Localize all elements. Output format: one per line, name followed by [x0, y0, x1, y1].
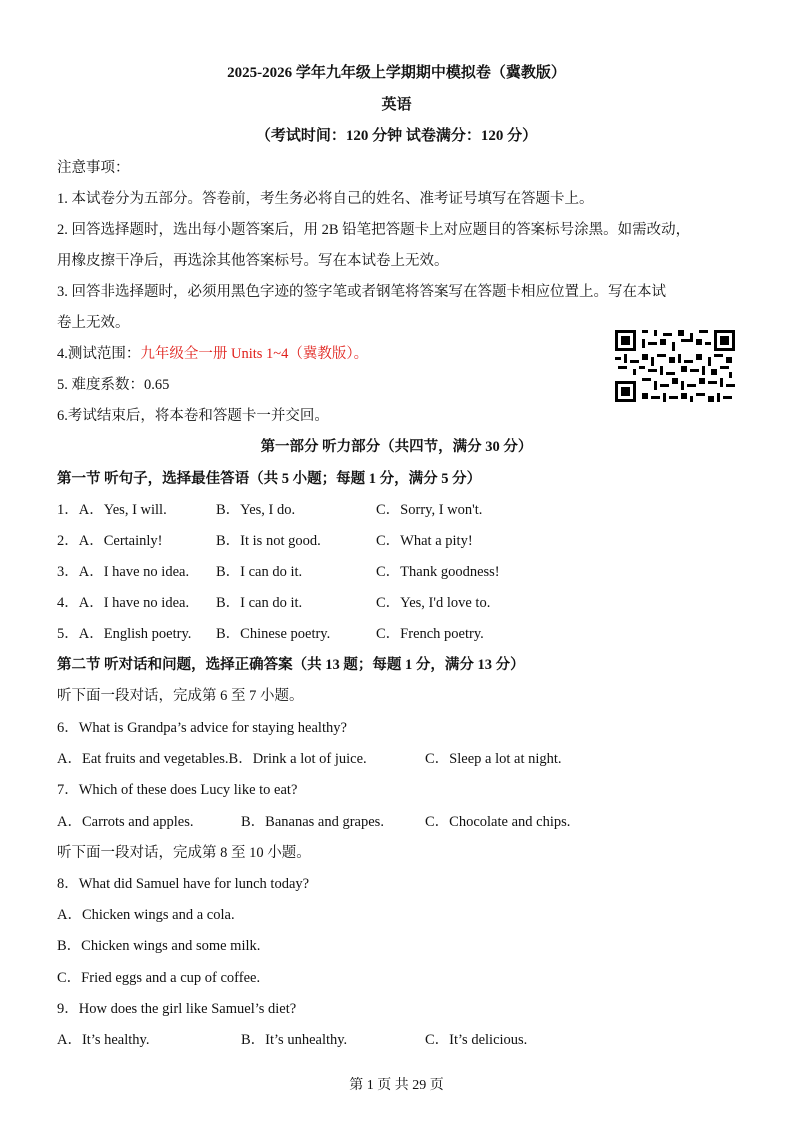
- q3-option-c: C．Thank goodness!: [376, 564, 500, 580]
- note-2a: 2. 回答选择题时，选出每小题答案后，用 2B 铅笔把答题卡上对应题目的答案标号涂黑。如需改动，: [57, 222, 691, 238]
- note-2b: 用橡皮擦干净后，再选涂其他答案标号。写在本试卷上无效。: [57, 253, 449, 269]
- q8-option-a: A．Chicken wings and a cola.: [57, 907, 235, 923]
- q2-option-a: 2．A．Certainly!: [57, 533, 163, 549]
- part1-title: 第一部分 听力部分（共四节，满分 30 分）: [260, 439, 533, 455]
- note-1: 1. 本试卷分为五部分。答卷前，考生务必将自己的姓名、准考证号填写在答题卡上。: [57, 191, 594, 207]
- page-number: 第 1 页 共 29 页: [349, 1078, 444, 1093]
- q3-option-a: 3．A．I have no idea.: [57, 564, 190, 580]
- q7-option-c: C．Chocolate and chips.: [425, 814, 571, 830]
- note-6: 6.考试结束后，将本卷和答题卡一并交回。: [57, 408, 329, 424]
- q5-option-a: 5．A．English poetry.: [57, 626, 192, 642]
- qr-code-icon: [614, 330, 736, 402]
- dialog-intro-2: 听下面一段对话，完成第 8 至 10 小题。: [57, 845, 311, 861]
- time-info: （考试时间：120 分钟 试卷满分：120 分）: [255, 128, 538, 144]
- q9-option-a: A．It’s healthy.: [57, 1032, 150, 1048]
- q8-option-b: B．Chicken wings and some milk.: [57, 938, 261, 954]
- q7-question: 7．Which of these does Lucy like to eat?: [57, 782, 298, 798]
- q4-option-b: B．I can do it.: [216, 595, 303, 611]
- q5-option-b: B．Chinese poetry.: [216, 626, 331, 642]
- q4-option-a: 4．A．I have no idea.: [57, 595, 190, 611]
- note-3a: 3. 回答非选择题时，必须用黑色字迹的签字笔或者钢笔将答案写在答题卡相应位置上。写在本试: [57, 284, 666, 300]
- note-5: 5. 难度系数：0.65: [57, 377, 170, 393]
- note-4-scope: 九年级全一册 Units 1~4（冀教版）。: [140, 346, 369, 362]
- note-4-prefix: 4.测试范围：: [57, 346, 141, 362]
- exam-title: 2025-2026 学年九年级上学期期中模拟卷（冀教版）: [227, 65, 566, 81]
- q4-option-c: C．Yes, I'd love to.: [376, 595, 491, 611]
- q3-option-b: B．I can do it.: [216, 564, 303, 580]
- q5-option-c: C．French poetry.: [376, 626, 484, 642]
- q6-question: 6．What is Grandpa’s advice for staying healthy?: [57, 720, 347, 736]
- q7-option-b: B．Bananas and grapes.: [241, 814, 384, 830]
- q2-option-c: C．What a pity!: [376, 533, 473, 549]
- q8-option-c: C．Fried eggs and a cup of coffee.: [57, 970, 261, 986]
- q6-option-c: C．Sleep a lot at night.: [425, 751, 562, 767]
- q9-question: 9．How does the girl like Samuel’s diet?: [57, 1001, 297, 1017]
- q2-option-b: B．It is not good.: [216, 533, 321, 549]
- q9-option-b: B．It’s unhealthy.: [241, 1032, 348, 1048]
- q1-option-b: B．Yes, I do.: [216, 502, 296, 518]
- q6-options-ab: A．Eat fruits and vegetables.B．Drink a lot of juice.: [57, 751, 367, 767]
- q7-option-a: A．Carrots and apples.: [57, 814, 194, 830]
- section1-title: 第一节 听句子，选择最佳答语（共 5 小题；每题 1 分，满分 5 分）: [57, 471, 482, 487]
- note-3b: 卷上无效。: [57, 315, 130, 331]
- notes-heading: 注意事项：: [57, 160, 130, 176]
- section2-title: 第二节 听对话和问题，选择正确答案（共 13 题；每题 1 分，满分 13 分）: [57, 657, 525, 673]
- q1-option-a: 1．A．Yes, I will.: [57, 502, 167, 518]
- note-4: [57, 345, 368, 363]
- q8-question: 8．What did Samuel have for lunch today?: [57, 876, 310, 892]
- q1-option-c: C．Sorry, I won't.: [376, 502, 483, 518]
- subject-title: 英语: [381, 97, 412, 113]
- dialog-intro-1: 听下面一段对话，完成第 6 至 7 小题。: [57, 688, 304, 704]
- q9-option-c: C．It’s delicious.: [425, 1032, 528, 1048]
